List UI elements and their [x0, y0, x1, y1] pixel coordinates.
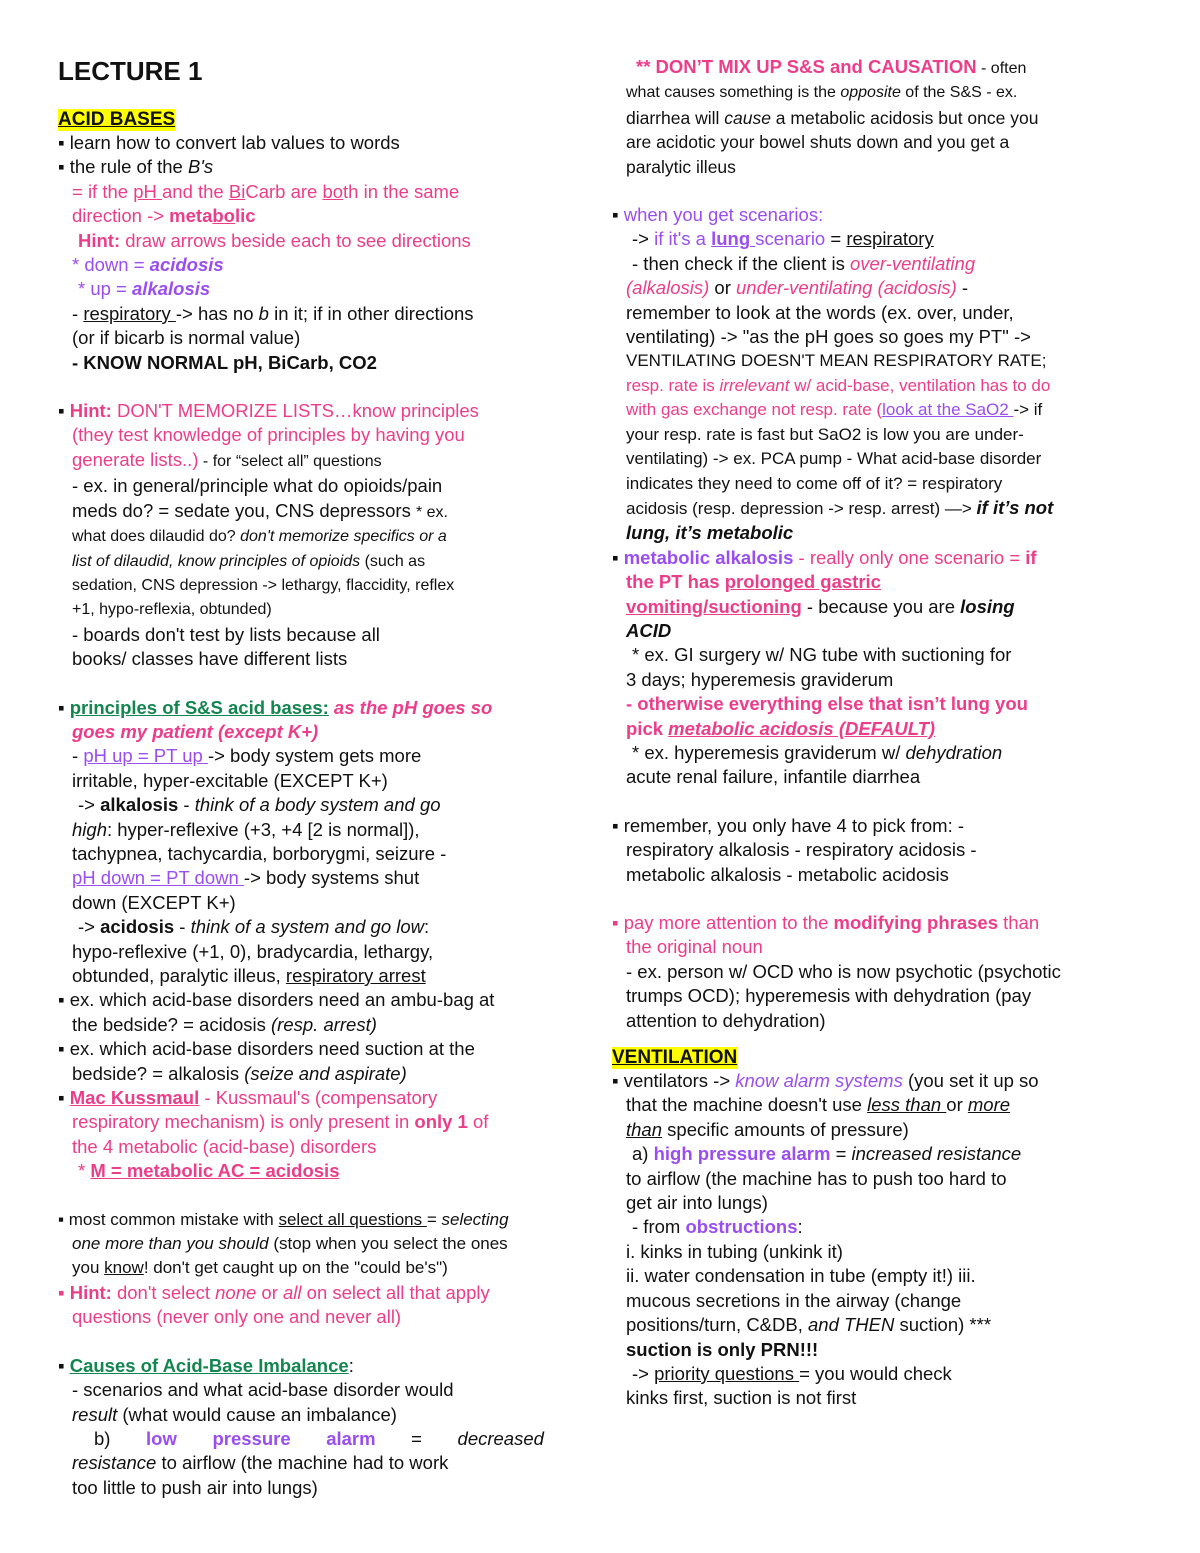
text-line: irritable, hyper-excitable (EXCEPT K+) — [72, 769, 388, 791]
text-line: vomiting/suctioning - because you are losing — [626, 595, 1015, 617]
text-line: - then check if the client is over-ventilating — [632, 252, 976, 274]
text-line: tachypnea, tachycardia, borborygmi, seizure - — [72, 842, 447, 864]
text-line: ▪ ex. which acid-base disorders need suction at the — [58, 1038, 475, 1060]
text-line: - from obstructions: — [632, 1216, 803, 1238]
text-line: ii. water condensation in tube (empty it!) iii. — [626, 1265, 976, 1287]
text-line: acute renal failure, infantile diarrhea — [626, 766, 921, 788]
text-line: list of dilaudid, know principles of opioids (such as — [72, 552, 426, 570]
text-line: high: hyper-reflexive (+3, +4 [2 is normal]), — [72, 818, 420, 840]
text-line: - scenarios and what acid-base disorder would — [72, 1379, 454, 1401]
text-line: resp. rate is irrelevant w/ acid-base, ventilation has to do — [626, 375, 1051, 395]
text-line: -> acidosis - think of a system and go low: — [78, 916, 430, 938]
text-line: ACID — [626, 619, 672, 641]
text-line: what does dilaudid do? don't memorize specifics or a — [72, 528, 447, 546]
right-column — [612, 55, 1152, 1411]
text-line: lung, it’s metabolic — [626, 522, 794, 544]
text-line: sedation, CNS depression -> lethargy, flaccidity, reflex — [72, 576, 455, 594]
text-line: positions/turn, C&DB, and THEN suction) *** — [626, 1314, 992, 1336]
section-heading-acid-bases: ACID BASES — [58, 109, 176, 130]
text-line: -> if it's a lung scenario = respiratory — [632, 228, 934, 250]
text-line: * M = metabolic AC = acidosis — [78, 1160, 340, 1182]
text-line: that the machine doesn't use less than or more — [626, 1094, 1011, 1116]
text-line: * up = alkalosis — [78, 278, 211, 300]
mix-up-block — [612, 55, 1152, 179]
memorize-hint-block — [58, 399, 598, 671]
text-line: your resp. rate is fast but SaO2 is low you are under- — [626, 424, 1024, 444]
common-mistake-block — [58, 1208, 598, 1330]
text-line: ** DON’T MIX UP S&S and CAUSATION - often — [636, 56, 1027, 77]
text-line: ▪ principles of S&S acid bases: as the pH goes so — [58, 696, 493, 718]
text-line: a) high pressure alarm = increased resistance — [632, 1143, 1022, 1165]
text-line: - respiratory -> has no b in it; if in other directions — [72, 302, 474, 324]
text-line: ▪ the rule of the B's — [58, 156, 214, 178]
text-line: trumps OCD); hyperemesis with dehydration (pay — [626, 985, 1032, 1007]
text-line: the PT has prolonged gastric — [626, 571, 881, 593]
text-line: ▪ learn how to convert lab values to words — [58, 132, 400, 153]
text-line: acidosis (resp. depression -> resp. arrest) —> if it’s not — [626, 496, 1054, 518]
text-line: hypo-reflexive (+1, 0), bradycardia, lethargy, — [72, 940, 434, 962]
text-line: +1, hypo-reflexia, obtunded) — [72, 601, 272, 619]
text-line: you know! don't get caught up on the "could be's") — [72, 1258, 448, 1278]
text-line: -> alkalosis - think of a body system and go — [78, 794, 441, 816]
text-line: questions (never only one and never all) — [72, 1306, 402, 1328]
text-line: ▪ Causes of Acid-Base Imbalance: — [58, 1354, 354, 1376]
text-line: remember to look at the words (ex. over, under, — [626, 301, 1014, 323]
text-line: (or if bicarb is normal value) — [72, 327, 301, 349]
page-title: LECTURE 1 — [58, 56, 203, 86]
text-line: resistance to airflow (the machine had to work — [72, 1452, 449, 1474]
text-line: ▪ most common mistake with select all questions = selecting — [58, 1209, 509, 1229]
text-line: with gas exchange not resp. rate (look at the SaO2 -> if — [626, 400, 1043, 420]
metabolic-alkalosis-block — [612, 546, 1152, 790]
text-line: ventilating) -> ex. PCA pump - What acid-base disorder — [626, 449, 1042, 469]
text-line: generate lists..) - for “select all” questions — [72, 448, 382, 470]
text-line: - otherwise everything else that isn’t lung you — [626, 693, 1028, 715]
text-line: ▪ remember, you only have 4 to pick from: - — [612, 814, 965, 836]
text-line: the 4 metabolic (acid-base) disorders — [72, 1135, 377, 1157]
text-line: ▪ Mac Kussmaul - Kussmaul's (compensatory — [58, 1087, 438, 1109]
text-line: i. kinks in tubing (unkink it) — [626, 1240, 843, 1262]
text-line: ▪ Hint: DON'T MEMORIZE LISTS…know principles — [58, 400, 479, 422]
text-line: than specific amounts of pressure) — [626, 1118, 909, 1140]
section-heading-ventilation: VENTILATION — [612, 1047, 738, 1069]
text-line: bedside? = alkalosis (seize and aspirate) — [72, 1062, 407, 1084]
text-line: ▪ ex. which acid-base disorders need an ambu-bag at — [58, 989, 495, 1011]
left-column — [58, 55, 598, 1500]
text-line: - boards don't test by lists because all — [72, 623, 380, 645]
text-line: = if the pH and the BiCarb are both in the same — [72, 180, 460, 202]
text-line: result (what would cause an imbalance) — [72, 1403, 397, 1425]
text-line: kinks first, suction is not first — [626, 1387, 857, 1409]
text-line: down (EXCEPT K+) — [72, 891, 236, 913]
text-line: ▪ Hint: don't select none or all on select all that apply — [58, 1281, 490, 1303]
four-options-block — [612, 814, 1152, 887]
text-line: one more than you should (stop when you select the ones — [72, 1234, 508, 1254]
text-line: - KNOW NORMAL pH, BiCarb, CO2 — [72, 351, 377, 373]
text-line: direction -> metabolic — [72, 205, 256, 227]
text-line: - ex. person w/ OCD who is now psychotic (psychotic — [626, 960, 1061, 982]
text-line: (they test knowledge of principles by having you — [72, 424, 465, 446]
ventilators-block — [612, 1069, 1152, 1411]
text-line: * ex. GI surgery w/ NG tube with suctioning for — [632, 644, 1012, 666]
text-line: ventilating) -> "as the pH goes so goes my PT" -> — [626, 326, 1031, 348]
causes-block — [58, 1354, 598, 1500]
principles-block — [58, 696, 598, 1184]
text-line: indicates they need to come off of it? = respiratory — [626, 473, 1003, 493]
text-line: the bedside? = acidosis (resp. arrest) — [72, 1013, 377, 1035]
text-line: pH down = PT down -> body systems shut — [72, 867, 420, 889]
text-line: what causes something is the opposite of the S&S - ex. — [626, 84, 1018, 102]
text-line: diarrhea will cause a metabolic acidosis but once you — [626, 107, 1039, 128]
text-line: goes my patient (except K+) — [72, 720, 319, 742]
text-line: the original noun — [626, 936, 763, 958]
rule-of-bs-block — [58, 131, 598, 375]
text-line: ▪ ventilators -> know alarm systems (you set it up so — [612, 1070, 1039, 1092]
text-line: b) low pressure alarm = decreased — [94, 1427, 544, 1449]
text-line: - ex. in general/principle what do opioids/pain — [72, 475, 443, 497]
text-line: are acidotic your bowel shuts down and you get a — [626, 132, 1010, 153]
text-line: (alkalosis) or under-ventilating (acidosis) - — [626, 277, 969, 299]
text-line: * down = acidosis — [72, 254, 224, 276]
text-line: too little to push air into lungs) — [72, 1476, 318, 1498]
modifying-phrases-block — [612, 911, 1152, 1033]
text-line: respiratory mechanism) is only present in only 1 of — [72, 1111, 489, 1133]
text-line: metabolic alkalosis - metabolic acidosis — [626, 863, 949, 885]
text-line: paralytic illeus — [626, 156, 736, 177]
text-line: Hint: draw arrows beside each to see directions — [78, 229, 471, 251]
text-line: suction is only PRN!!! — [626, 1338, 819, 1360]
text-line: ▪ when you get scenarios: — [612, 204, 824, 226]
text-line: books/ classes have different lists — [72, 648, 348, 670]
text-line: mucous secretions in the airway (change — [626, 1289, 962, 1311]
text-line: pick metabolic acidosis (DEFAULT) — [626, 717, 936, 739]
text-line: * ex. hyperemesis graviderum w/ dehydration — [632, 741, 1003, 763]
text-line: VENTILATING DOESN'T MEAN RESPIRATORY RATE; — [626, 351, 1047, 371]
text-line: to airflow (the machine has to push too hard to — [626, 1167, 1007, 1189]
text-line: meds do? = sedate you, CNS depressors * ex. — [72, 499, 448, 521]
text-line: ▪ metabolic alkalosis - really only one scenario = if — [612, 546, 1037, 568]
text-line: get air into lungs) — [626, 1192, 768, 1214]
text-line: obtunded, paralytic illeus, respiratory arrest — [72, 965, 426, 986]
text-line: -> priority questions = you would check — [632, 1362, 952, 1384]
text-line: respiratory alkalosis - respiratory acidosis - — [626, 839, 977, 861]
text-line: attention to dehydration) — [626, 1009, 826, 1031]
scenarios-block — [612, 203, 1152, 546]
text-line: ▪ pay more attention to the modifying phrases than — [612, 912, 1040, 933]
text-line: 3 days; hyperemesis graviderum — [626, 668, 894, 690]
text-line: - pH up = PT up -> body system gets more — [72, 745, 422, 767]
